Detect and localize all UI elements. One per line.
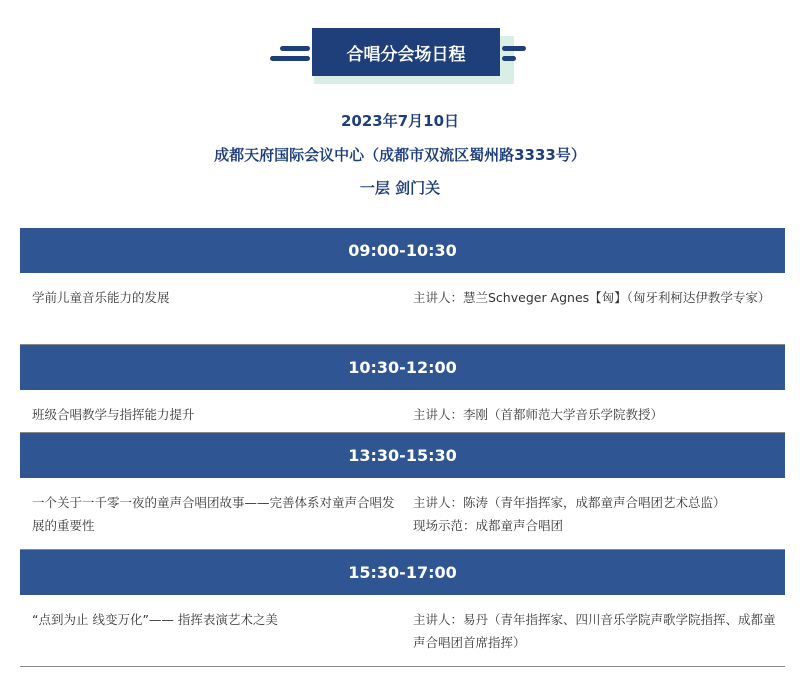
left-decoration-line	[280, 46, 310, 51]
session-row	[20, 595, 785, 667]
session-topic: 学前儿童音乐能力的发展	[32, 290, 170, 305]
session-details	[413, 491, 778, 537]
right-decoration-line	[502, 56, 516, 61]
session-row	[20, 478, 785, 550]
event-date: 2023年7月10日	[340, 112, 460, 130]
schedule-table	[20, 228, 785, 667]
session-demo: 现场示范：成都童声合唱团	[413, 518, 564, 533]
session-speaker: 主讲人：慧兰Schveger Agnes【匈】（匈牙利柯达伊教学专家）	[413, 290, 771, 305]
session-row	[20, 273, 785, 345]
event-venue: 成都天府国际会议中心（成都市双流区蜀州路3333号）	[214, 146, 586, 164]
page-title: 合唱分会场日程	[312, 28, 500, 76]
time-slot-header: 13:30-15:30	[20, 433, 785, 478]
right-decoration-line	[502, 46, 526, 51]
time-slot-header: 10:30-12:00	[20, 345, 785, 390]
session-row	[20, 390, 785, 433]
session-topic: “点到为止 线变万化”—— 指挥表演艺术之美	[32, 612, 278, 627]
event-room: 一层 剑门关	[359, 179, 441, 197]
title-badge	[270, 28, 528, 86]
time-slot-header: 15:30-17:00	[20, 550, 785, 595]
time-slot-header: 09:00-10:30	[20, 228, 785, 273]
left-decoration-line	[270, 56, 310, 61]
session-speaker: 主讲人：易丹（青年指挥家、四川音乐学院声歌学院指挥、成都童声合唱团首席指挥）	[413, 612, 776, 650]
session-speaker: 主讲人：李刚（首都师范大学音乐学院教授）	[413, 407, 664, 422]
session-topic: 一个关于一千零一夜的童声合唱团故事——完善体系对童声合唱发展的重要性	[32, 495, 395, 533]
session-topic: 班级合唱教学与指挥能力提升	[32, 407, 195, 422]
session-speaker: 主讲人：陈涛（青年指挥家，成都童声合唱团艺术总监）	[413, 495, 726, 510]
